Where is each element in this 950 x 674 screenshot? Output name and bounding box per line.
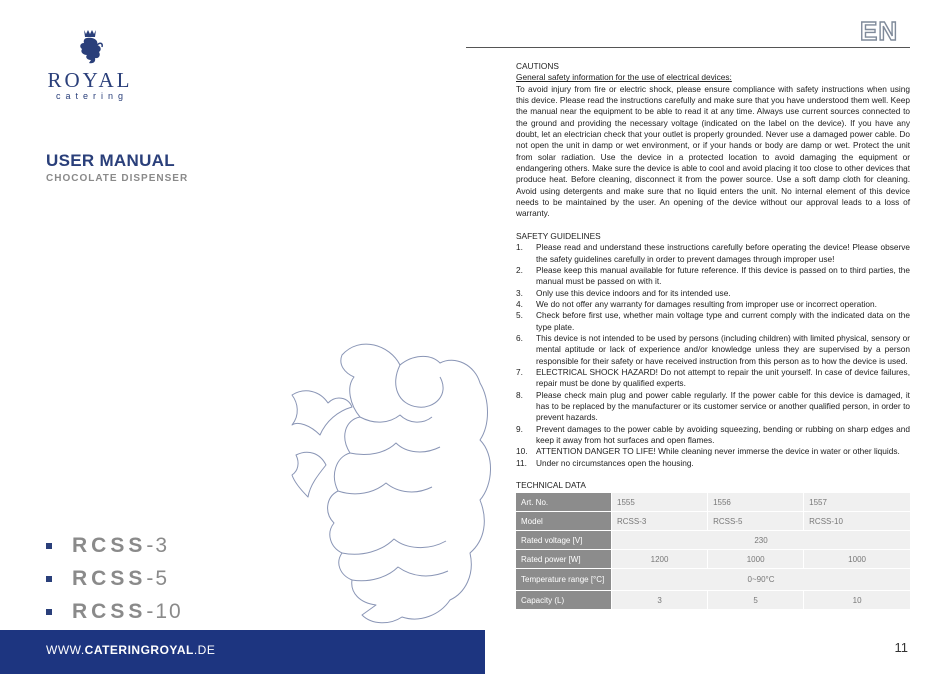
list-item <box>516 265 910 288</box>
list-item <box>516 424 910 447</box>
website-link[interactable] <box>46 643 215 657</box>
table-cell: RCSS-10 <box>804 512 910 530</box>
table-cell: 1000 <box>708 550 803 568</box>
page-number: 11 <box>894 640 908 655</box>
row-label: Model <box>516 512 611 530</box>
table-cell: RCSS-5 <box>708 512 803 530</box>
model-suffix: -10 <box>146 599 183 623</box>
item-text: ELECTRICAL SHOCK HAZARD! Do not attempt to repair the unit yourself. In case of device failures, repair must be done by qualified experts. <box>536 366 910 389</box>
table-cell: 1555 <box>612 493 707 511</box>
table-row <box>516 550 910 568</box>
table-row <box>516 512 910 530</box>
table-row <box>516 569 910 590</box>
model-item <box>46 529 183 562</box>
bullet-icon <box>46 543 52 549</box>
bullet-icon <box>46 609 52 615</box>
cautions-heading: CAUTIONS <box>516 61 559 71</box>
brand-name: ROYAL <box>47 68 133 92</box>
row-label: Capacity (L) <box>516 591 611 609</box>
table-cell: 230 <box>612 531 910 549</box>
item-number: 9. <box>516 423 523 434</box>
list-item <box>516 333 910 367</box>
row-label: Rated voltage [V] <box>516 531 611 549</box>
list-item <box>516 299 910 310</box>
item-number: 1. <box>516 242 523 253</box>
table-cell: RCSS-3 <box>612 512 707 530</box>
url-domain: CATERINGROYAL <box>84 643 194 657</box>
row-label: Rated power [W] <box>516 550 611 568</box>
model-prefix: RCSS <box>72 599 147 623</box>
row-label: Art. No. <box>516 493 611 511</box>
table-cell: 10 <box>804 591 910 609</box>
guidelines-list <box>516 242 910 469</box>
model-prefix: RCSS <box>72 533 147 557</box>
item-number: 6. <box>516 332 523 343</box>
url-suffix: .DE <box>193 643 216 657</box>
item-text: Please read and understand these instructions carefully before operating the device! Please observe the safety guidelines carefully in order to prevent damages through improper use! <box>536 242 910 264</box>
item-number: 2. <box>516 264 523 275</box>
item-text: This device is not intended to be used by persons (including children) with limited physical, sensory or mental aptitude or lack of experience and/or knowledge unless they are supervised by a person responsible for their safety or have received instruction from this person as to how the device is used. <box>536 332 910 366</box>
row-label: Temperature range [°C] <box>516 569 611 590</box>
item-text: Please keep this manual available for future reference. If this device is passed on to third parties, the manual must be passed on with it. <box>536 264 910 287</box>
item-number: 10. <box>516 446 528 457</box>
table-cell: 1557 <box>804 493 910 511</box>
technical-data-table <box>515 492 911 610</box>
item-number: 8. <box>516 389 523 400</box>
model-item <box>46 595 183 628</box>
url-prefix: WWW. <box>46 643 85 657</box>
lion-crest-icon <box>75 28 105 66</box>
table-cell: 0~90°C <box>612 569 910 590</box>
list-item <box>516 390 910 424</box>
table-cell: 3 <box>612 591 707 609</box>
manual-content <box>516 61 910 610</box>
table-row <box>516 531 910 549</box>
item-text: We do not offer any warranty for damages resulting from improper use or incorrect operation. <box>536 298 877 309</box>
item-number: 11. <box>516 457 527 468</box>
model-suffix: -5 <box>146 566 170 590</box>
manual-subtitle: CHOCOLATE DISPENSER <box>46 173 189 184</box>
technical-heading: TECHNICAL DATA <box>516 480 586 491</box>
cautions-subheading: General safety information for the use of electrical devices: <box>516 72 732 83</box>
table-cell: 1556 <box>708 493 803 511</box>
table-cell: 5 <box>708 591 803 609</box>
list-item <box>516 446 910 457</box>
item-number: 4. <box>516 298 523 309</box>
list-item <box>516 458 910 469</box>
list-item <box>516 242 910 265</box>
item-number: 5. <box>516 310 523 321</box>
brand-logo <box>44 28 136 101</box>
model-list <box>46 529 183 628</box>
manual-title: USER MANUAL <box>46 151 175 170</box>
list-item <box>516 367 910 390</box>
item-number: 7. <box>516 366 523 377</box>
item-text: Prevent damages to the power cable by avoiding squeezing, bending or rubbing on sharp edges and keep it away from hot surfaces and open flames. <box>536 423 910 445</box>
brand-subtitle: catering <box>55 91 129 101</box>
model-item <box>46 562 183 595</box>
cautions-text: To avoid injury from fire or electric shock, please ensure compliance with safety instructions when using this device. Please read the instructions carefully and make sure that you have understood them well. Keep the manual near the equipment to be able to read it at any time. Always use current sources connected to the ground and providing the necessary voltage (indicated on the label on the device). If you have any doubt, let an electrician check that your outlet is properly grounded. Never use a damaged power cable. Do not open the unit in damp or wet environment, or if your hands or body are damp or wet. Protect the unit from solar radiation. Use the device in a protected location to avoid damaging the equipment or endangering others. Make sure the device is able to cool and avoid placing it too close to other devices that produce heat. Before cleaning, disconnect it from the power source. Use a soft damp cloth for cleaning. Avoid using detergents and make sure that no liquid enters the unit. No internal element of this device needs to be maintained by the user. An opening of the device without our approval leads to a loss of warranty. <box>516 83 910 219</box>
list-item <box>516 310 910 333</box>
model-suffix: -3 <box>146 533 170 557</box>
item-text: Check before first use, whether main voltage type and current comply with the indicated data on the type plate. <box>536 310 910 332</box>
language-badge: EN <box>860 16 899 46</box>
lion-outline-icon <box>290 325 495 630</box>
model-prefix: RCSS <box>72 566 147 590</box>
bullet-icon <box>46 576 52 582</box>
table-cell: 1000 <box>804 550 910 568</box>
list-item <box>516 288 910 299</box>
item-text: ATTENTION DANGER TO LIFE! While cleaning never immerse the device in water or other liquids. <box>536 446 900 457</box>
table-row <box>516 591 910 609</box>
guidelines-heading: SAFETY GUIDELINES <box>516 230 601 241</box>
header-divider <box>466 47 910 48</box>
item-text: Please check main plug and power cable regularly. If the power cable for this device is damaged, it has to be replaced by the manufacturer or its customer service or another qualified person, in order to prevent hazards. <box>536 389 910 423</box>
item-text: Only use this device indoors and for its intended use. <box>536 287 731 298</box>
table-cell: 1200 <box>612 550 707 568</box>
item-number: 3. <box>516 287 523 298</box>
item-text: Under no circumstances open the housing. <box>536 457 694 468</box>
table-row <box>516 493 910 511</box>
